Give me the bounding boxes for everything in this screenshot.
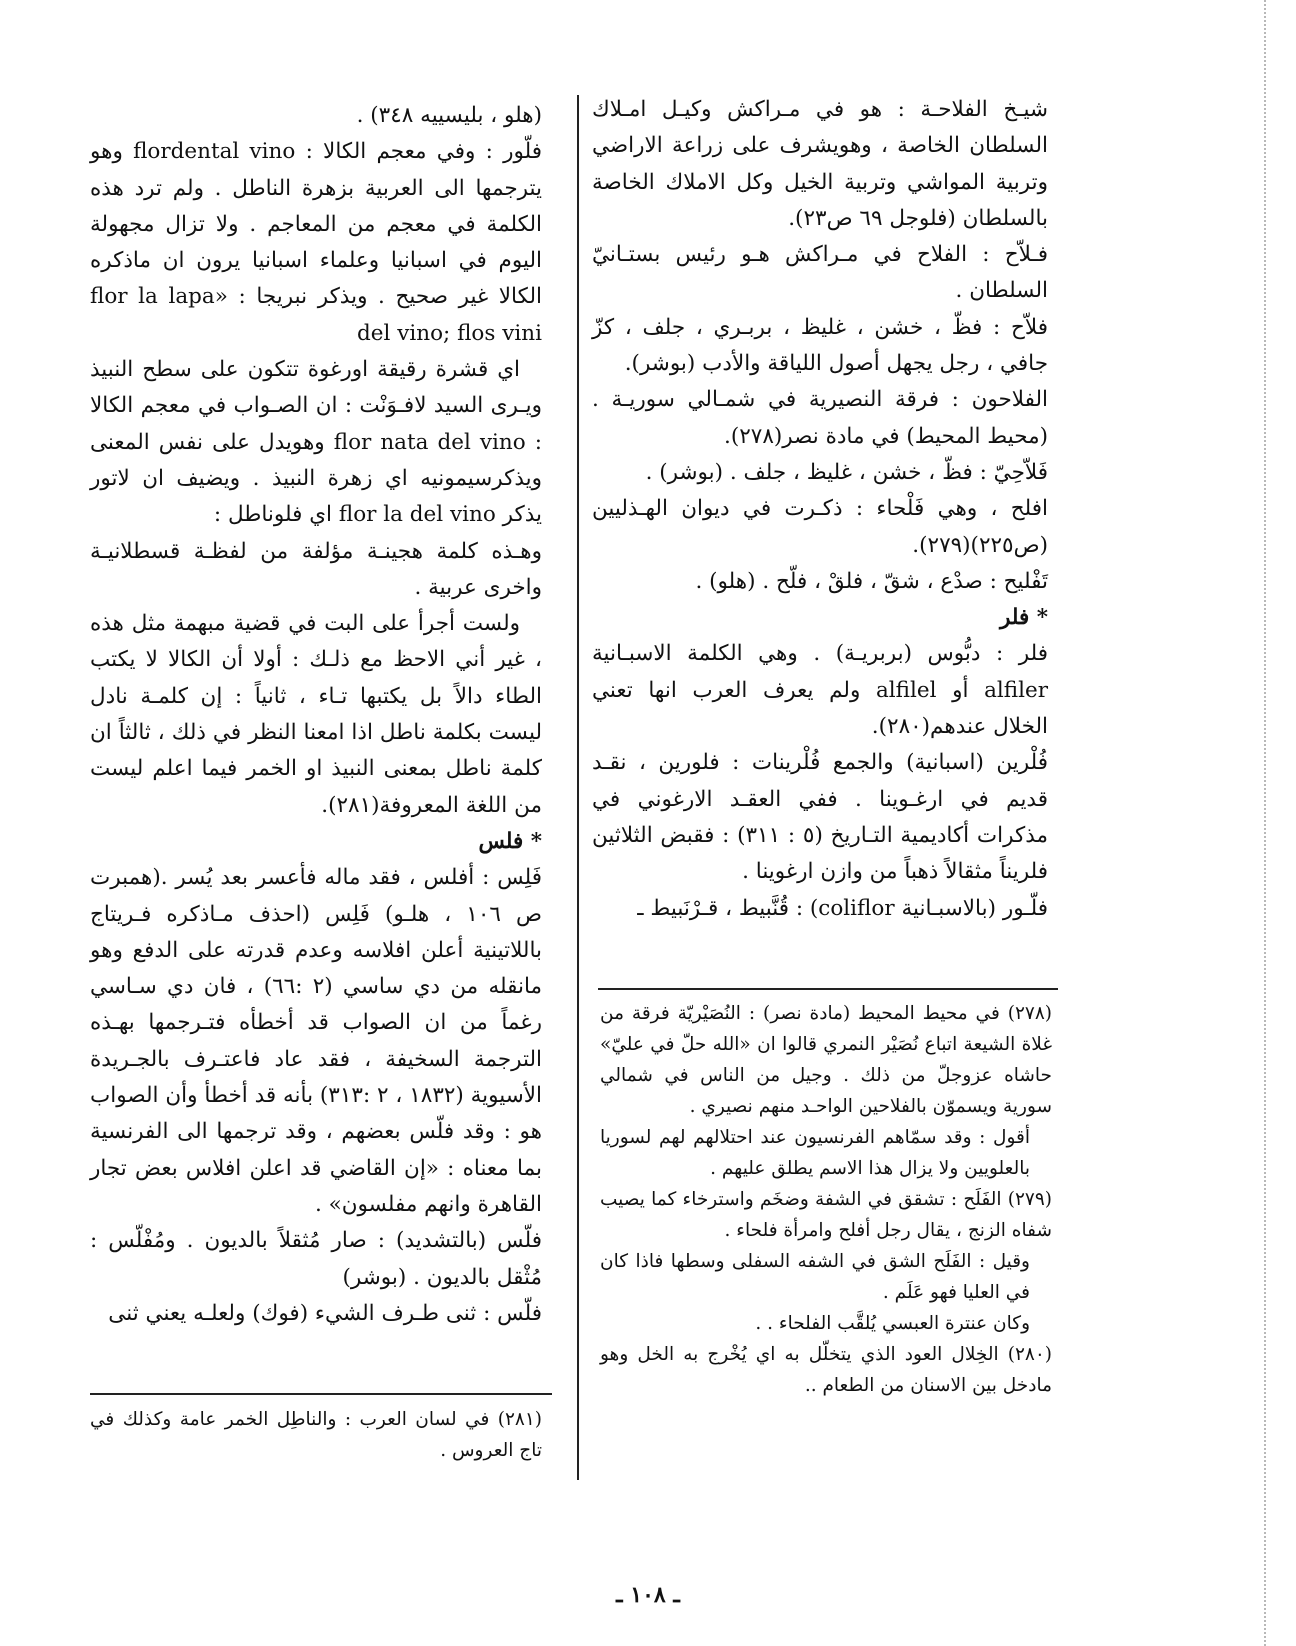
section-heading: * فلس: [478, 828, 542, 854]
entry-paragraph: فلاّح : فظّ ، خشن ، غليظ ، بربـري ، جلف ، كزّ جافي ، رجل يجهل أصول اللياقة والأدب (بوشر).: [592, 314, 1048, 377]
entry-paragraph: فلّـور (بالاسبـانية coliflor) : قُنَّبيط ، قـرْنَبيط ـ: [637, 895, 1048, 921]
footnote: وقيل : الفَلَح الشق في الشفه السفلى وسطها فاذا كان في العليا فهو عَلَم .: [600, 1251, 1030, 1303]
left-column: [90, 98, 542, 1332]
footnotes-left: [90, 1404, 542, 1466]
entry-paragraph: فلر : دبُّوس (بربريـة) . وهي الكلمة الاسبـانية alfiler أو alfilel ولم يعرف العرب انها تعني الخلال عندهم(٢٨٠).: [592, 641, 1048, 740]
entry-paragraph: ولست أجرأ على البت في قضية مبهمة مثل هذه ، غير أني الاحظ مع ذلـك : أولا أن الكالا لا يكتب الطاء دالاً بل يكتبها تـاء ، ثانياً : إن كلمـة نادل ليست بكلمة ناطل اذا امعنا النظر في ذلك ، ثالثاً ان كلمة ناطل بمعنى النبيذ او الخمر فيما اعلم ليست من اللغة المعروفة(٢٨١).: [90, 611, 542, 818]
entry-paragraph: فُلْرين (اسبانية) والجمع فُلْرينات : فلورين ، نقـد قديم في ارغـوينا . ففي العقـد الارغوني في مذكرات أكاديمية التـاريخ (٥ : ٣١١) : فقبض الثلاثين فلريناً مثقالاً ذهباً من وازن ارغوينا .: [592, 750, 1049, 885]
footnote: (٢٨١) في لسان العرب : والناطِل الخمر عامة وكذلك في تاج العروس .: [90, 1409, 542, 1461]
entry-paragraph: وهـذه كلمة هجينـة مؤلفة من لفظـة قسطلانيـة واخرى عربية .: [90, 538, 542, 600]
footnote-separator: [90, 1393, 552, 1395]
entry-paragraph: اي قشرة رقيقة اورغوة تتكون على سطح النبيذ ويـرى السيد لافـوَنْت : ان الصـواب في معجم الكالا : flor nata del vino وهويدل على نفس المعنى ويذكرسيمونيه اي زهرة النبيذ . ويضيف ان لاتور يذكر flor la del vino اي فلوناطل :: [90, 357, 542, 528]
entry-paragraph: فلّس (بالتشديد) : صار مُثقلاً بالديون . ومُفْلّس : مُثْقل بالديون . (بوشر): [90, 1228, 542, 1290]
entry-paragraph: فَلِس : أفلس ، فقد ماله فأعسر بعد يُسر .(همبرت ص ١٠٦ ، هلـو) فَلِس (احذف مـاذكره فـريتاج باللاتينية أعلن افلاسه وعدم قدرته على الدفع وهو مانقله من دي ساسي (٢ :٦٦) ، فان دي سـاسي رغماً من ان الصواب قد أخطأه فتـرجمها بهـذه الترجمة السخيفة ، فقد عاد فاعتـرف بالجـريدة الأسيوية (١٨٣٢ ، ٢ :٣١٣) بأنه قد أخطأ وأن الصواب هو : وقد فلّس بعضهم ، وقد ترجمها الى الفرنسية بما معناه : «إن القاضي قد اعلن افلاس بعض تجار القاهرة وانهم مفلسون» .: [90, 865, 543, 1217]
entry-paragraph: (هلو ، بليسييه ٣٤٨) .: [356, 103, 542, 128]
entry-paragraph: فلّس : ثنى طـرف الشيء (فوك) ولعلـه يعني ثنى: [108, 1300, 542, 1326]
footnote: (٢٧٩) الفَلَح : تشقق في الشفة وضخَم واسترخاء كما يصيب شفاه الزنج ، يقال رجل أفلح وامرأة فلحاء .: [600, 1189, 1052, 1241]
entry-paragraph: شيـخ الفلاحـة : هو في مـراكش وكيـل امـلاك السلطان الخاصة ، وهويشرف على زراعة الاراضي وتربية المواشي وتربية الخيل وكل الاملاك الخاصة بالسلطان (فلوجل ٦٩ ص٢٣).: [592, 97, 1048, 231]
entry-paragraph: تَفْليح : صدْع ، شقّ ، فلقْ ، فلّح . (هلو) .: [695, 568, 1048, 594]
entry-paragraph: الفلاحون : فرقة النصيرية في شمـالي سوريـة . (محيط المحيط) في مادة نصر(٢٧٨).: [592, 387, 1048, 449]
footnote-separator: [598, 988, 1058, 990]
page-number: ـ ١٠٨ ـ: [616, 1582, 680, 1608]
footnote: وكان عنترة العبسي يُلقَّب الفلحاء . .: [755, 1313, 1030, 1334]
entry-paragraph: فَلاّحِيّ : فظّ ، خشن ، غليظ ، جلف . (بوشر) .: [645, 459, 1048, 485]
entry-paragraph: فـلاّح : الفلاح في مـراكش هـو رئيس بستـانيّ السلطان .: [592, 242, 1048, 304]
entry-paragraph: فلّور : وفي معجم الكالا : flordental vino وهو يترجمها الى العربية بزهرة الناطل . ولم ترد هذه الكلمة في معجم من المعاجم . ولا تزال مجهولة اليوم في اسبانيا وعلماء اسبانيا يرون ان ماذكره الكالا غير صحيح . ويذكر نبريجا : «flor la lapa del vino; flos vini: [90, 139, 543, 346]
right-column: [592, 92, 1048, 927]
section-heading: * فلر: [1000, 605, 1048, 631]
footnote: (٢٨٠) الخِلال العود الذي يتخلّل به اي يُخْرج به الخل وهو مادخل بين الاسنان من الطعام ..: [600, 1344, 1052, 1396]
footnotes-right: [600, 998, 1052, 1401]
column-divider: [577, 95, 579, 1480]
entry-paragraph: افلح ، وهي فَلْحاء : ذكـرت في ديوان الهـذليين (ص٢٢٥)(٢٧٩).: [592, 496, 1048, 558]
page-edge-dotted-line: [1264, 0, 1266, 1646]
footnote: (٢٧٨) في محيط المحيط (مادة نصر) : النُصَيْريّة فرقة من غلاة الشيعة اتباع نُصَيْر النمري قالوا ان «الله حلّ في عليّ» حاشاه عزوجلّ من ذلك . وجيل من الناس في شمالي سورية ويسموّن بالفلاحين الواحـد منهم نصيري .: [600, 1003, 1052, 1117]
footnote: أقول : وقد سمّاهم الفرنسيون عند احتلالهم لهم لسوريا بالعلويين ولا يزال هذا الاسم يطلق عليهم .: [600, 1127, 1030, 1179]
